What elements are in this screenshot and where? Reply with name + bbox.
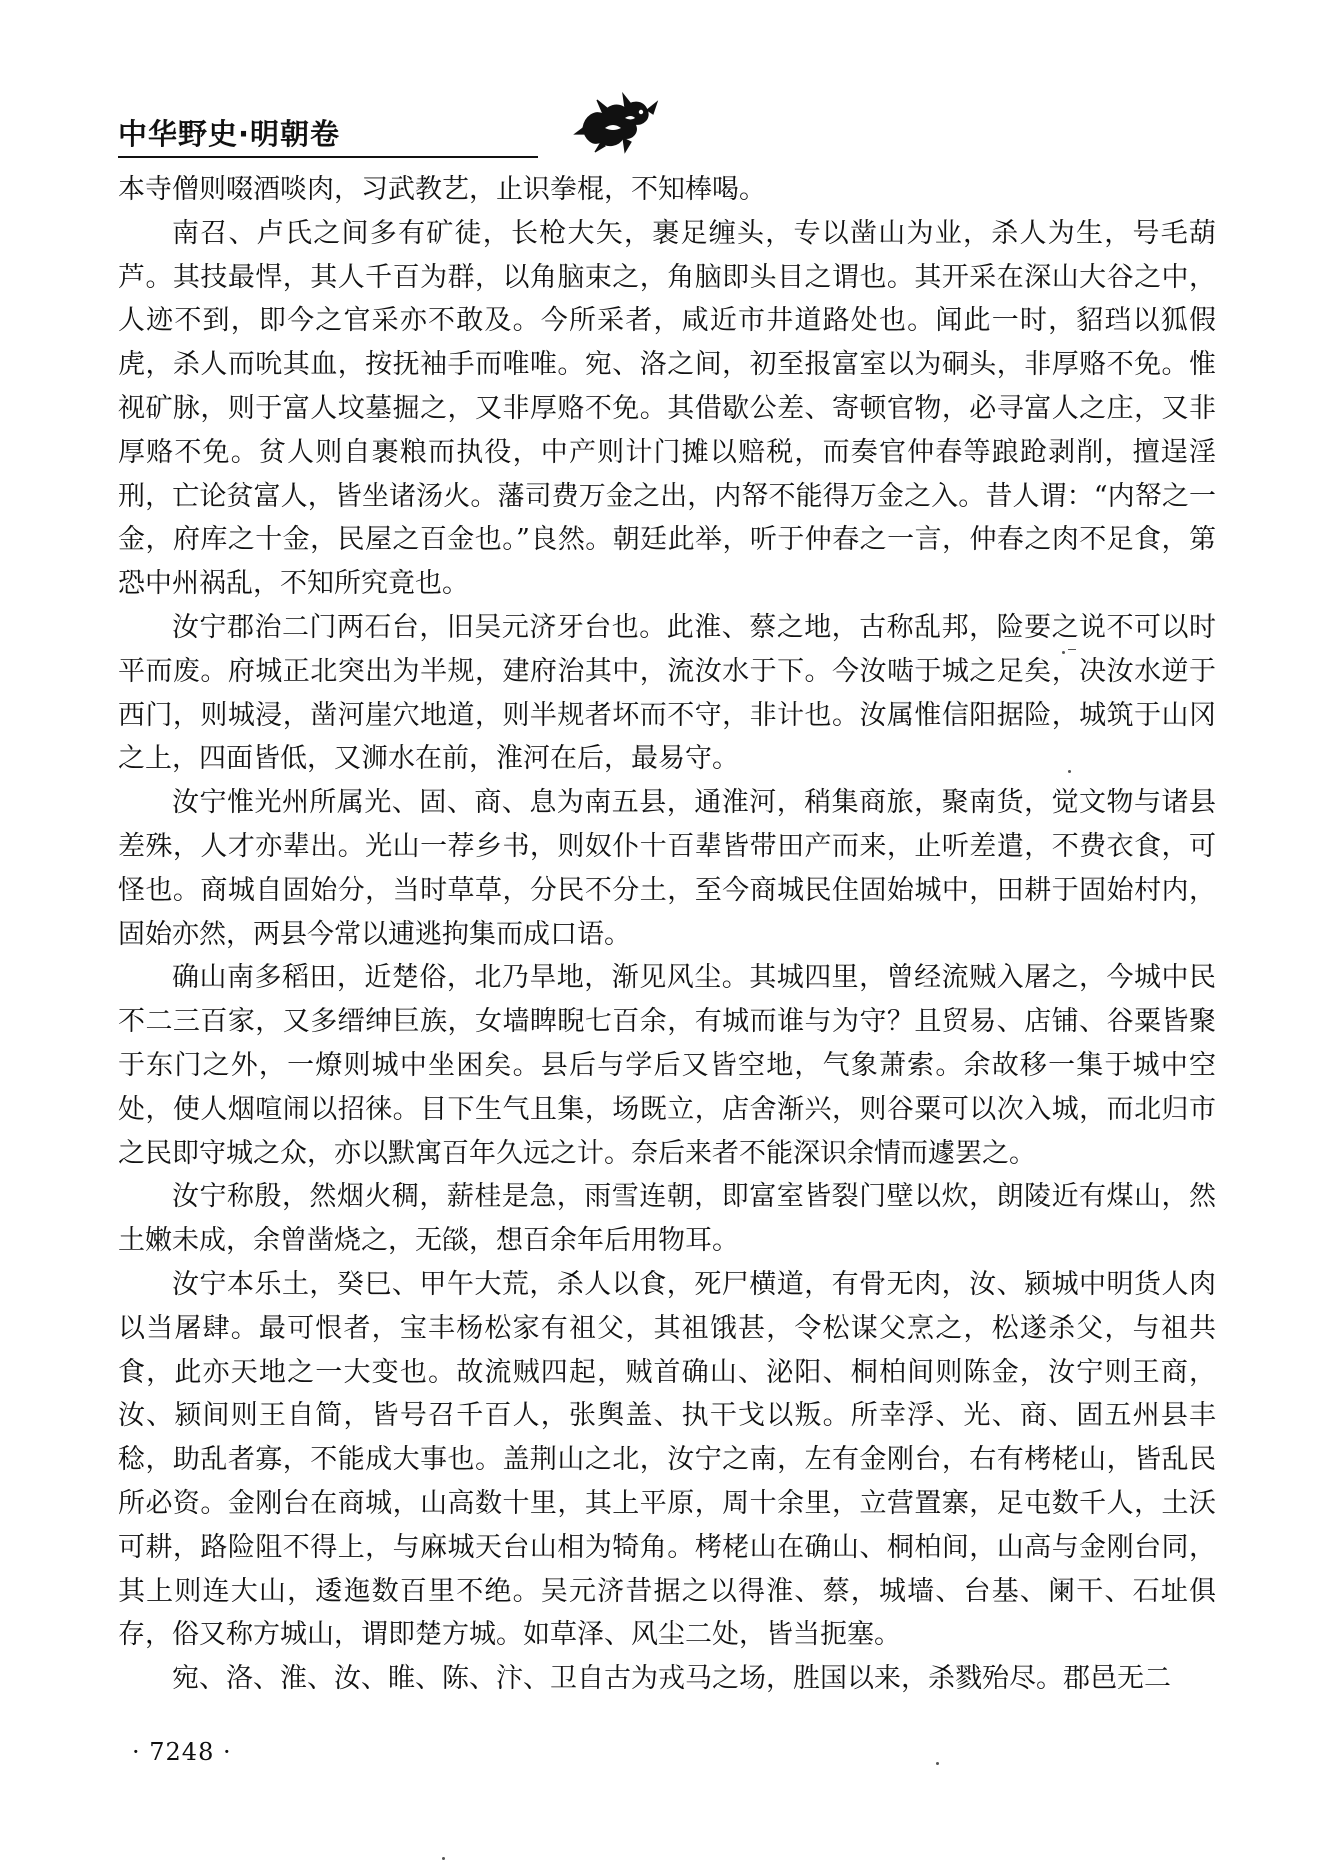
scan-speck — [1062, 651, 1065, 654]
dragon-emblem-icon — [573, 88, 659, 154]
paragraph: 汝宁称殷，然烟火稠，薪桂是急，雨雪连朝，即富室皆裂门壁以炊，朗陵近有煤山，然土嫩未成，余曾凿烧之，无燄，想百余年后用物耳。 — [118, 1181, 1216, 1257]
header-rule — [118, 156, 538, 158]
book-title: 中华野史·明朝卷 — [118, 117, 341, 151]
paragraph: 汝宁郡治二门两石台，旧吴元济牙台也。此淮、蔡之地，古称乱邦，险要之说不可以时平而废。府城正北突出为半规，建府治其中，流汝水于下。今汝啮于城之足矣，决汝水逆于西门，则城浸，凿河崖穴地道，则半规者坏而不守，非计也。汝属惟信阳据险，城筑于山冈之上，四面皆低，又浉水在前，淮河在后，最易守。 — [118, 611, 1216, 775]
scan-speck — [1068, 649, 1076, 650]
paragraph: 南召、卢氏之间多有矿徒，长枪大矢，裹足缠头，专以凿山为业，杀人为生，号毛葫芦。其技最悍，其人千百为群，以角脑束之，角脑即头目之谓也。其开采在深山大谷之中，人迹不到，即今之官采亦不敢及。今所采者，咸近市井道路处也。闻此一时，貂珰以狐假虎，杀人而吮其血，按抚袖手而唯唯。宛、洛之间，初至报富室以为硐头，非厚赂不免。惟视矿脉，则于富人坟墓掘之，又非厚赂不免。其借歇公差、寄顿官物，必寻富人之庄，又非厚赂不免。贫人则自裹粮而执役，中产则计门摊以赔税，而奏官仲春等踉跄剥削，擅逞淫刑，亡论贫富人，皆坐诸汤火。藩司费万金之出，内帑不能得万金之入。昔人谓：“内帑之一金，府库之十金，民屋之百金也。”良然。朝廷此举，听于仲春之一言，仲春之肉不足食，第恐中州祸乱，不知所究竟也。 — [118, 217, 1216, 600]
page-number: · 7248 · — [132, 1738, 232, 1766]
paragraph: 宛、洛、淮、汝、睢、陈、汴、卫自古为戎马之场，胜国以来，杀戮殆尽。郡邑无二 — [172, 1663, 1171, 1695]
scan-speck — [442, 1857, 445, 1860]
paragraph: 汝宁惟光州所属光、固、商、息为南五县，通淮河，稍集商旅，聚南货，觉文物与诸县差殊，人才亦辈出。光山一荐乡书，则奴仆十百辈皆带田产而来，止听差遣，不费衣食，可怪也。商城自固始分，当时草草，分民不分土，至今商城民住固始城中，田耕于固始村内，固始亦然，两县今常以逋逃拘集而成口语。 — [118, 787, 1216, 950]
paragraph: 汝宁本乐土，癸巳、甲午大荒，杀人以食，死尸横道，有骨无肉，汝、颍城中明货人肉以当屠肆。最可恨者，宝丰杨松家有祖父，其祖饿甚，令松谋父烹之，松遂杀父，与祖共食，此亦天地之一大变也。故流贼四起，贼首确山、泌阳、桐柏间则陈金，汝宁则王商，汝、颍间则王自简，皆号召千百人，张舆盖、执干戈以叛。所幸浮、光、商、固五州县丰稔，助乱者寡，不能成大事也。盖荆山之北，汝宁之南，左有金刚台，右有栲栳山，皆乱民所必资。金刚台在商城，山高数十里，其上平原，周十余里，立营置寨，足屯数千人，土沃可耕，路险阻不得上，与麻城天台山相为犄角。栲栳山在确山、桐柏间，山高与金刚台同，其上则连大山，逶迤数百里不绝。吴元济昔据之以得淮、蔡，城墙、台基、阑干、石址俱存，俗又称方城山，谓即楚方城。如草泽、风尘二处，皆当扼塞。 — [118, 1268, 1216, 1651]
body-text — [118, 168, 1216, 1701]
paragraph: 确山南多稻田，近楚俗，北乃旱地，渐见风尘。其城四里，曾经流贼入屠之，今城中民不二三百家，又多缙绅巨族，女墙睥睨七百余，有城而谁与为守？且贸易、店铺、谷粟皆聚于东门之外，一燎则城中坐困矣。县后与学后又皆空地，气象萧索。余故移一集于城中空处，使人烟喧闹以招徕。目下生气且集，场既立，店舍渐兴，则谷粟可以次入城，而北归市之民即守城之众，亦以默寓百年久远之计。奈后来者不能深识余情而遽罢之。 — [118, 962, 1216, 1169]
scan-speck — [1068, 770, 1071, 773]
running-header — [118, 102, 1218, 162]
scan-speck — [936, 1762, 939, 1765]
paragraph: 本寺僧则啜酒啖肉，习武教艺，止识拳棍，不知棒喝。 — [118, 174, 766, 205]
